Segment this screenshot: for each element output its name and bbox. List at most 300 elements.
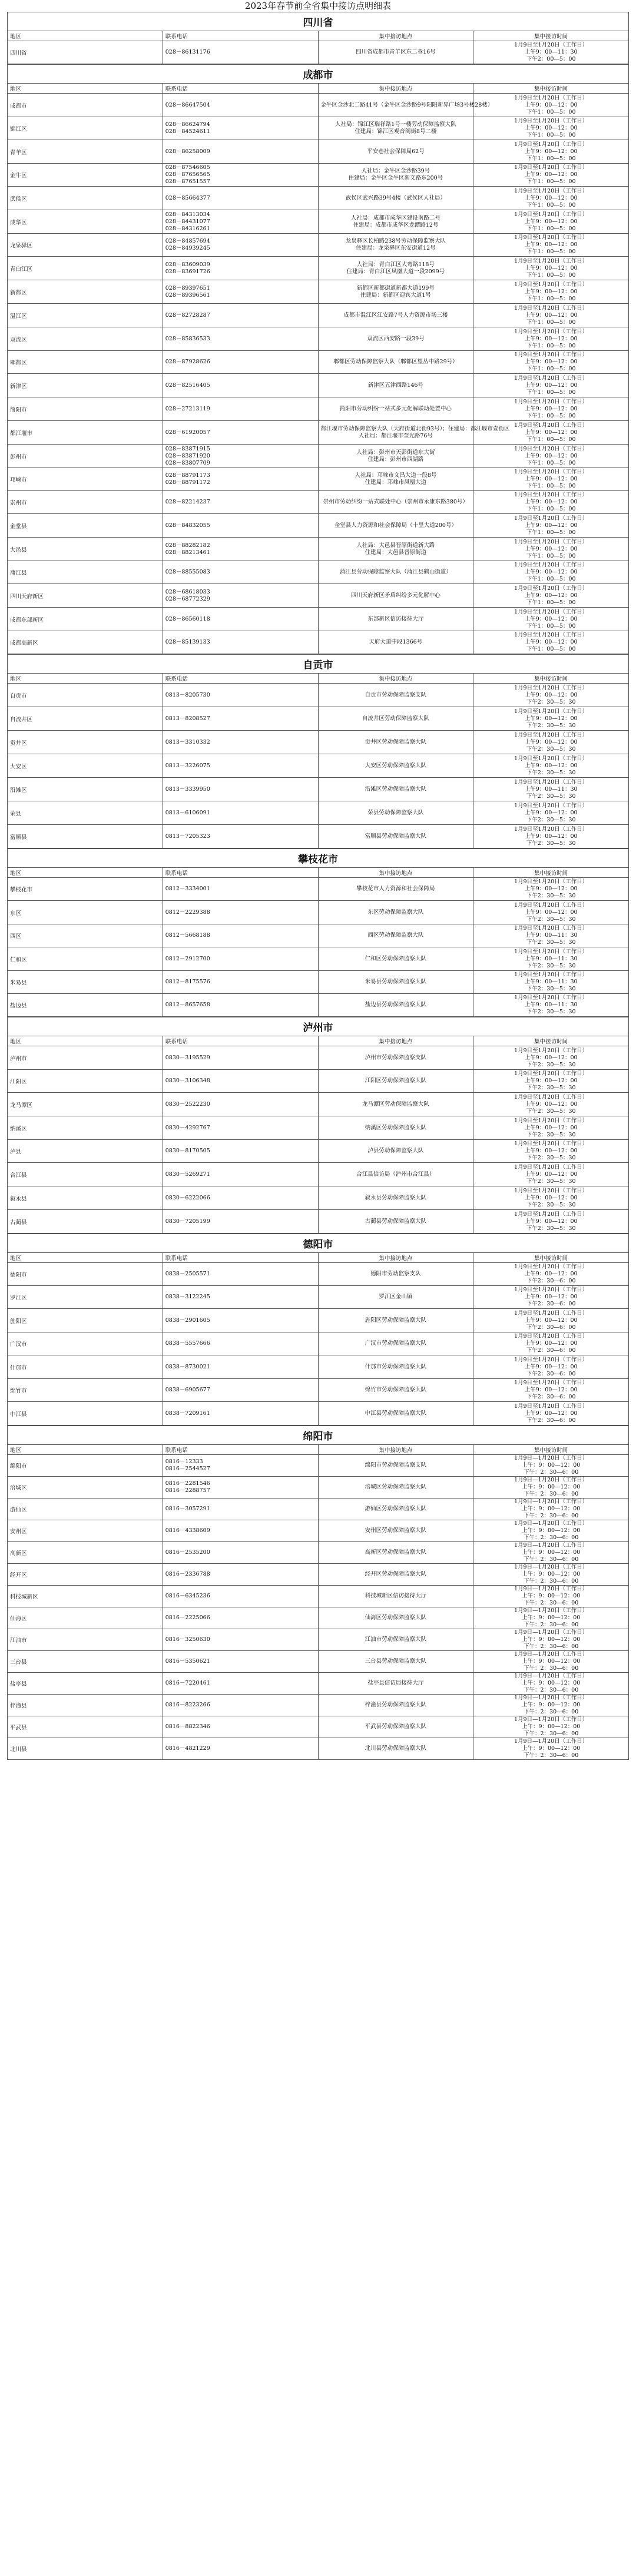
phone-cell <box>163 1498 318 1520</box>
time-lines <box>476 1380 626 1401</box>
phone-lines <box>165 1078 316 1085</box>
time-lines <box>476 902 626 923</box>
place-line: 攀枝花市人力资源和社会保障局 <box>356 886 435 892</box>
region-cell: 广汉市 <box>8 1332 163 1355</box>
time-line: 1月9日至1月20日（工作日） <box>514 492 588 498</box>
city-title: 四川省 <box>8 12 629 31</box>
place-line: 高新区劳动保障监察大队 <box>365 1549 427 1556</box>
place-line: 武侯区武兴路39号4楼（武侯区人社局） <box>345 194 446 201</box>
time-lines <box>476 118 626 139</box>
time-cell <box>473 117 629 140</box>
place-line: 富顺县劳动保障监察大队 <box>365 833 427 840</box>
region-cell: 叙永县 <box>8 1186 163 1210</box>
time-line: 上午9：00—11：30 <box>524 785 578 793</box>
place-cell <box>318 1738 473 1760</box>
time-line: 上午：9：00—12：00 <box>521 1506 581 1512</box>
time-lines <box>476 972 626 993</box>
place-cell <box>318 1716 473 1738</box>
time-line: 上午9：00—12：00 <box>524 1054 578 1061</box>
phone-lines <box>165 1527 316 1534</box>
time-line: 1月9日至1月20日（工作日） <box>514 538 588 545</box>
time-line: 1月9日—1月20日（工作日） <box>514 1607 588 1614</box>
time-line: 上午：9：00—12：00 <box>521 1571 581 1577</box>
place-line: 泸州市劳动保障监察支队 <box>365 1054 427 1061</box>
time-line: 1月9日至1月20日（工作日） <box>514 164 588 171</box>
place-line: 大安区劳动保障监察大队 <box>365 762 427 769</box>
header-row <box>8 84 629 94</box>
place-lines <box>321 1593 471 1600</box>
region-cell: 大邑县 <box>8 538 163 561</box>
time-lines <box>476 1403 626 1424</box>
time-line: 1月9日至1月20日（工作日） <box>514 1070 588 1077</box>
phone-number: 0838－8730021 <box>165 1363 210 1370</box>
phone-number: 0812－8175576 <box>165 979 210 985</box>
phone-number: 0816－2225066 <box>165 1614 210 1621</box>
time-lines <box>476 878 626 900</box>
time-line: 下午2：30—6：00 <box>526 1301 576 1307</box>
phone-cell <box>163 1564 318 1586</box>
header-row <box>8 1253 629 1263</box>
place-line: 涪城区劳动保障监察大队 <box>365 1484 427 1490</box>
phone-cell <box>163 1586 318 1607</box>
phone-cell <box>163 754 318 778</box>
phone-lines <box>165 1593 316 1600</box>
region-cell: 仙海区 <box>8 1607 163 1629</box>
phone-lines <box>165 1506 316 1513</box>
place-cell <box>318 327 473 351</box>
region-cell: 平武县 <box>8 1716 163 1738</box>
table-row <box>8 1263 629 1286</box>
time-cell <box>473 280 629 304</box>
city-title-row <box>8 1426 629 1445</box>
region-cell: 德阳市 <box>8 1263 163 1286</box>
region-cell: 安州区 <box>8 1520 163 1542</box>
time-line: 上午9：00—12：00 <box>524 522 578 529</box>
table-row <box>8 1116 629 1140</box>
time-cell <box>473 707 629 731</box>
city-table <box>7 1017 629 1234</box>
time-cell <box>473 801 629 825</box>
time-cell <box>473 187 629 210</box>
time-line: 下午2：30—6：00 <box>526 1394 576 1400</box>
time-line: 下午1：00—5：00 <box>526 483 576 489</box>
time-cell <box>473 538 629 561</box>
table-row <box>8 514 629 538</box>
phone-number: 028－86647504 <box>165 101 210 108</box>
phone-cell <box>163 1651 318 1673</box>
time-lines <box>476 1141 626 1162</box>
time-line: 下午1：00—5：00 <box>526 319 576 326</box>
place-line: 龙泉驿区长柏路238号劳动保障监察大队 <box>345 238 446 244</box>
city-title-row <box>8 12 629 31</box>
phone-lines <box>165 956 316 963</box>
time-cell <box>473 1093 629 1116</box>
time-line: 下午：2：30—6：00 <box>523 1600 579 1606</box>
phone-lines <box>165 1125 316 1132</box>
place-cell <box>318 1286 473 1309</box>
phone-lines <box>165 522 316 529</box>
phone-cell <box>163 538 318 561</box>
time-line: 1月9日—1月20日（工作日） <box>514 1629 588 1636</box>
place-lines <box>321 1218 471 1225</box>
region-cell: 泸县 <box>8 1140 163 1163</box>
phone-number: 0816－2544527 <box>165 1466 210 1472</box>
place-cell <box>318 707 473 731</box>
place-cell <box>318 538 473 561</box>
region-cell: 泸州市 <box>8 1046 163 1070</box>
time-lines <box>476 1357 626 1378</box>
phone-cell <box>163 1140 318 1163</box>
time-lines <box>476 1520 626 1541</box>
time-cell <box>473 1520 629 1542</box>
place-line: 盐边县劳动保障监察大队 <box>365 1002 427 1008</box>
header-time: 集中接访时间 <box>473 868 629 878</box>
phone-lines <box>165 211 316 233</box>
phone-number: 0816－8822346 <box>165 1723 210 1730</box>
time-line: 1月9日—1月20日（工作日） <box>514 1651 588 1657</box>
phone-lines <box>165 909 316 916</box>
place-line: 德阳市劳动监察支队 <box>370 1271 421 1277</box>
city-title: 德阳市 <box>8 1234 629 1253</box>
time-line: 1月9日至1月20日（工作日） <box>514 1163 588 1171</box>
time-lines <box>476 755 626 777</box>
place-line: 广汉市劳动保障监察大队 <box>365 1340 427 1347</box>
phone-cell <box>163 41 318 64</box>
time-line: 1月9日至1月20日（工作日） <box>514 731 588 738</box>
time-line: 上午9：00—12：00 <box>524 639 578 645</box>
phone-cell <box>163 947 318 971</box>
time-line: 1月9日至1月20日（工作日） <box>514 925 588 931</box>
city-table <box>7 64 629 654</box>
time-line: 下午：2：30—6：00 <box>523 1556 579 1563</box>
place-cell <box>318 234 473 257</box>
table-row <box>8 280 629 304</box>
time-lines <box>476 585 626 606</box>
place-cell <box>318 684 473 707</box>
time-cell <box>473 1263 629 1286</box>
place-cell <box>318 778 473 801</box>
table-row <box>8 901 629 924</box>
region-cell: 罗江区 <box>8 1286 163 1309</box>
place-line: 人社局：金牛区金沙路39号 <box>361 168 430 174</box>
phone-lines <box>165 148 316 155</box>
place-line: 蒲江县劳动保障监察大队（蒲江县鹤山街道） <box>339 569 452 575</box>
time-line: 下午2：30—5：30 <box>526 1085 576 1091</box>
place-line: 三台县劳动保障监察大队 <box>365 1658 427 1665</box>
time-cell <box>473 1070 629 1093</box>
region-cell: 古蔺县 <box>8 1210 163 1234</box>
region-cell: 盐边县 <box>8 994 163 1017</box>
time-line: 上午9：00—12：00 <box>524 335 578 342</box>
region-cell: 富顺县 <box>8 825 163 848</box>
place-cell <box>318 1629 473 1651</box>
region-cell: 北川县 <box>8 1738 163 1760</box>
time-lines <box>476 95 626 116</box>
time-line: 下午1：00—5：00 <box>526 576 576 582</box>
time-cell <box>473 1498 629 1520</box>
phone-cell <box>163 707 318 731</box>
place-line: 沿滩区劳动保障监察大队 <box>365 785 427 793</box>
place-cell <box>318 1586 473 1607</box>
time-line: 1月9日至1月20日（工作日） <box>514 1211 588 1218</box>
time-line: 下午：2：30—6：00 <box>523 1643 579 1650</box>
place-line: 仁和区劳动保障监察大队 <box>365 955 427 962</box>
place-line: 什邡市劳动保障监察大队 <box>365 1363 427 1370</box>
phone-number: 0838－6905677 <box>165 1387 210 1393</box>
place-lines <box>321 215 471 229</box>
time-line: 下午1：00—5：00 <box>526 178 576 185</box>
time-line: 上午9：00—12：00 <box>524 382 578 389</box>
phone-cell <box>163 1673 318 1695</box>
phone-lines <box>165 164 316 185</box>
region-cell: 邛崃市 <box>8 468 163 491</box>
time-line: 上午9：00—11：30 <box>524 932 578 939</box>
time-cell <box>473 94 629 117</box>
time-lines <box>476 1211 626 1232</box>
phone-cell <box>163 584 318 608</box>
phone-lines <box>165 1002 316 1009</box>
place-line: 泸县劳动保障监察大队 <box>367 1148 424 1154</box>
place-lines <box>321 639 471 646</box>
table-row <box>8 140 629 164</box>
region-cell: 中江县 <box>8 1402 163 1425</box>
phone-cell <box>163 514 318 538</box>
time-line: 上午9：00—12：00 <box>524 125 578 131</box>
region-cell: 蒲江县 <box>8 561 163 584</box>
phone-cell <box>163 901 318 924</box>
place-line: 简阳市劳动纠纷一站式多元化解联动处置中心 <box>339 405 452 412</box>
phone-cell <box>163 234 318 257</box>
phone-number: 0816－12333 <box>165 1458 203 1465</box>
place-line: 北川县劳动保障监察大队 <box>365 1745 427 1752</box>
place-lines <box>321 1002 471 1009</box>
phone-lines <box>165 499 316 506</box>
region-cell: 四川天府新区 <box>8 584 163 608</box>
place-cell <box>318 94 493 117</box>
region-cell: 梓潼县 <box>8 1695 163 1716</box>
city-table <box>7 654 629 848</box>
time-line: 1月9日至1月20日（工作日） <box>514 515 588 522</box>
time-line: 上午9：00—12：00 <box>524 1340 578 1347</box>
table-row <box>8 1586 629 1607</box>
region-cell: 江油市 <box>8 1629 163 1651</box>
region-cell: 彭州市 <box>8 445 163 468</box>
city-table <box>7 848 629 1017</box>
phone-cell <box>163 140 318 164</box>
time-line: 上午9：00—12：00 <box>524 886 578 892</box>
time-line: 下午2：30—5：30 <box>526 840 576 847</box>
time-line: 下午1：00—5：00 <box>526 646 576 652</box>
time-lines <box>476 1118 626 1139</box>
phone-number: 0816－2288757 <box>165 1487 210 1494</box>
time-line: 下午1：00—5：00 <box>526 132 576 138</box>
table-row <box>8 210 629 234</box>
time-cell <box>473 397 629 421</box>
place-line: 古蔺县劳动保障监察大队 <box>365 1218 427 1225</box>
phone-number: 0813－6106091 <box>165 809 210 816</box>
time-line: 上午9：00—12：00 <box>524 288 578 295</box>
phone-number: 028－86131176 <box>165 49 210 55</box>
time-line: 下午1：00—5：00 <box>526 155 576 162</box>
region-cell: 崇州市 <box>8 491 163 514</box>
region-cell: 温江区 <box>8 304 163 327</box>
time-line: 1月9日至1月20日（工作日） <box>514 469 588 475</box>
phone-number: 028－89397651 <box>165 284 210 291</box>
time-line: 上午9：00—12：00 <box>524 833 578 840</box>
time-line: 下午1：00—5：00 <box>526 248 576 255</box>
table-row <box>8 1355 629 1379</box>
time-cell <box>473 41 629 64</box>
time-line: 1月9日至1月20日（工作日） <box>514 755 588 762</box>
phone-number: 028－87656565 <box>165 171 210 178</box>
header-phone: 联系电话 <box>163 674 318 684</box>
phone-cell <box>163 421 318 445</box>
phone-lines <box>165 472 316 486</box>
phone-lines <box>165 1480 316 1494</box>
place-line: 科技城新区信访接待大厅 <box>365 1593 427 1599</box>
place-lines <box>321 739 471 746</box>
place-lines <box>321 1271 471 1278</box>
place-lines <box>321 1571 471 1578</box>
phone-cell <box>163 731 318 754</box>
time-cell <box>473 1286 629 1309</box>
time-line: 1月9日至1月20日（工作日） <box>514 211 588 218</box>
time-line: 上午9：00—12：00 <box>524 1363 578 1370</box>
time-line: 下午：2：30—6：00 <box>523 1687 579 1693</box>
time-cell <box>473 1210 629 1234</box>
time-line: 上午9：00—12：00 <box>524 909 578 916</box>
phone-number: 0813－8205730 <box>165 691 210 698</box>
phone-number: 028－85664377 <box>165 194 210 201</box>
header-region: 地区 <box>8 1445 163 1455</box>
region-cell: 贡井区 <box>8 731 163 754</box>
place-cell <box>318 41 473 64</box>
city-title: 绵阳市 <box>8 1426 629 1445</box>
phone-number: 0816－6345236 <box>165 1593 210 1599</box>
phone-number: 0813－3310332 <box>165 738 210 745</box>
phone-lines <box>165 833 316 840</box>
time-line: 下午2：30—6：00 <box>526 1278 576 1284</box>
table-row <box>8 1673 629 1695</box>
time-lines <box>476 492 626 513</box>
header-place: 集中接访地点 <box>318 84 473 94</box>
time-line: 1月9日至1月20日（工作日） <box>514 445 588 452</box>
time-lines <box>476 949 626 970</box>
time-line: 下午2：30—5：30 <box>526 1155 576 1161</box>
phone-number: 0816－7220461 <box>165 1680 210 1686</box>
header-time: 集中接访时间 <box>473 84 629 94</box>
time-cell <box>473 140 629 164</box>
region-cell: 三台县 <box>8 1651 163 1673</box>
place-cell <box>318 1455 473 1477</box>
table-row <box>8 397 629 421</box>
region-cell: 绵竹市 <box>8 1379 163 1402</box>
table-row <box>8 1695 629 1716</box>
place-lines <box>321 449 471 463</box>
time-cell <box>473 1402 629 1425</box>
time-line: 下午：2：30—6：00 <box>523 1752 579 1759</box>
phone-number: 0830－4292767 <box>165 1124 210 1131</box>
place-line: 西区劳动保障监察大队 <box>367 932 424 939</box>
time-line: 下午2：30—5：30 <box>526 745 576 752</box>
time-line: 上午：9：00—12：00 <box>521 1680 581 1686</box>
time-line: 上午9：00—12：00 <box>524 615 578 622</box>
place-lines <box>321 786 471 793</box>
place-line: 合江县信访局（泸州市合江县） <box>356 1171 435 1178</box>
time-cell <box>473 1477 629 1498</box>
phone-number: 028－87651557 <box>165 178 210 185</box>
time-cell <box>473 374 629 397</box>
place-cell <box>318 1163 473 1186</box>
phone-lines <box>165 195 316 202</box>
region-cell: 自贡市 <box>8 684 163 707</box>
time-line: 1月9日至1月20日（工作日） <box>514 585 588 592</box>
place-line: 人社局：成都市成华区建设南路二号 <box>350 214 440 221</box>
place-line: 金堂县人力资源和社会保障局（十里大道200号） <box>334 522 457 529</box>
phone-cell <box>163 1263 318 1286</box>
place-lines <box>321 810 471 817</box>
place-line: 住建局：新都区迎宾大道1号 <box>360 291 431 299</box>
time-line: 下午1：00—5：00 <box>526 342 576 349</box>
time-line: 上午9：00—12：00 <box>524 1317 578 1324</box>
time-line: 下午2：30—5：30 <box>526 698 576 705</box>
place-lines <box>321 1549 471 1556</box>
place-line: 平武县劳动保障监察大队 <box>365 1723 427 1730</box>
time-line: 1月9日至1月20日（工作日） <box>514 422 588 429</box>
time-lines <box>476 1738 626 1759</box>
city-table <box>7 1425 629 1760</box>
time-line: 下午2：30—5：30 <box>526 986 576 992</box>
region-cell: 郫都区 <box>8 351 163 374</box>
phone-number: 028－88791173 <box>165 472 210 479</box>
time-line: 下午1：00—5：00 <box>526 201 576 208</box>
time-lines <box>476 609 626 630</box>
time-cell <box>473 327 629 351</box>
table-row <box>8 445 629 468</box>
time-lines <box>476 1651 626 1672</box>
phone-number: 0830－6222066 <box>165 1194 210 1201</box>
place-lines <box>321 1614 471 1622</box>
time-lines <box>476 1542 626 1563</box>
phone-number: 028－84857694 <box>165 238 210 244</box>
phone-number: 028－86258009 <box>165 148 210 155</box>
time-line: 下午1：00—5：00 <box>526 552 576 559</box>
phone-number: 0838－3122245 <box>165 1294 210 1300</box>
phone-number: 028－82516405 <box>165 382 210 389</box>
place-cell <box>318 140 473 164</box>
time-cell <box>473 778 629 801</box>
table-row <box>8 1629 629 1651</box>
time-lines <box>476 779 626 800</box>
tables-container <box>7 12 629 1760</box>
table-row <box>8 374 629 397</box>
place-cell <box>318 257 473 280</box>
time-line: 1月9日至1月20日（工作日） <box>514 825 588 833</box>
time-line: 下午2：30—5：30 <box>526 1061 576 1068</box>
time-cell <box>473 1564 629 1586</box>
place-cell <box>318 994 473 1017</box>
place-line: 住建局：邛崃市凤凰大道 <box>365 479 427 486</box>
region-cell: 成都高新区 <box>8 631 163 654</box>
place-lines <box>321 909 471 916</box>
header-phone: 联系电话 <box>163 84 318 94</box>
place-lines <box>321 1364 471 1371</box>
place-lines <box>321 359 471 366</box>
table-row <box>8 41 629 64</box>
time-line: 上午9：00—12：00 <box>524 1124 578 1131</box>
city-table <box>7 12 629 64</box>
place-cell <box>318 631 473 654</box>
